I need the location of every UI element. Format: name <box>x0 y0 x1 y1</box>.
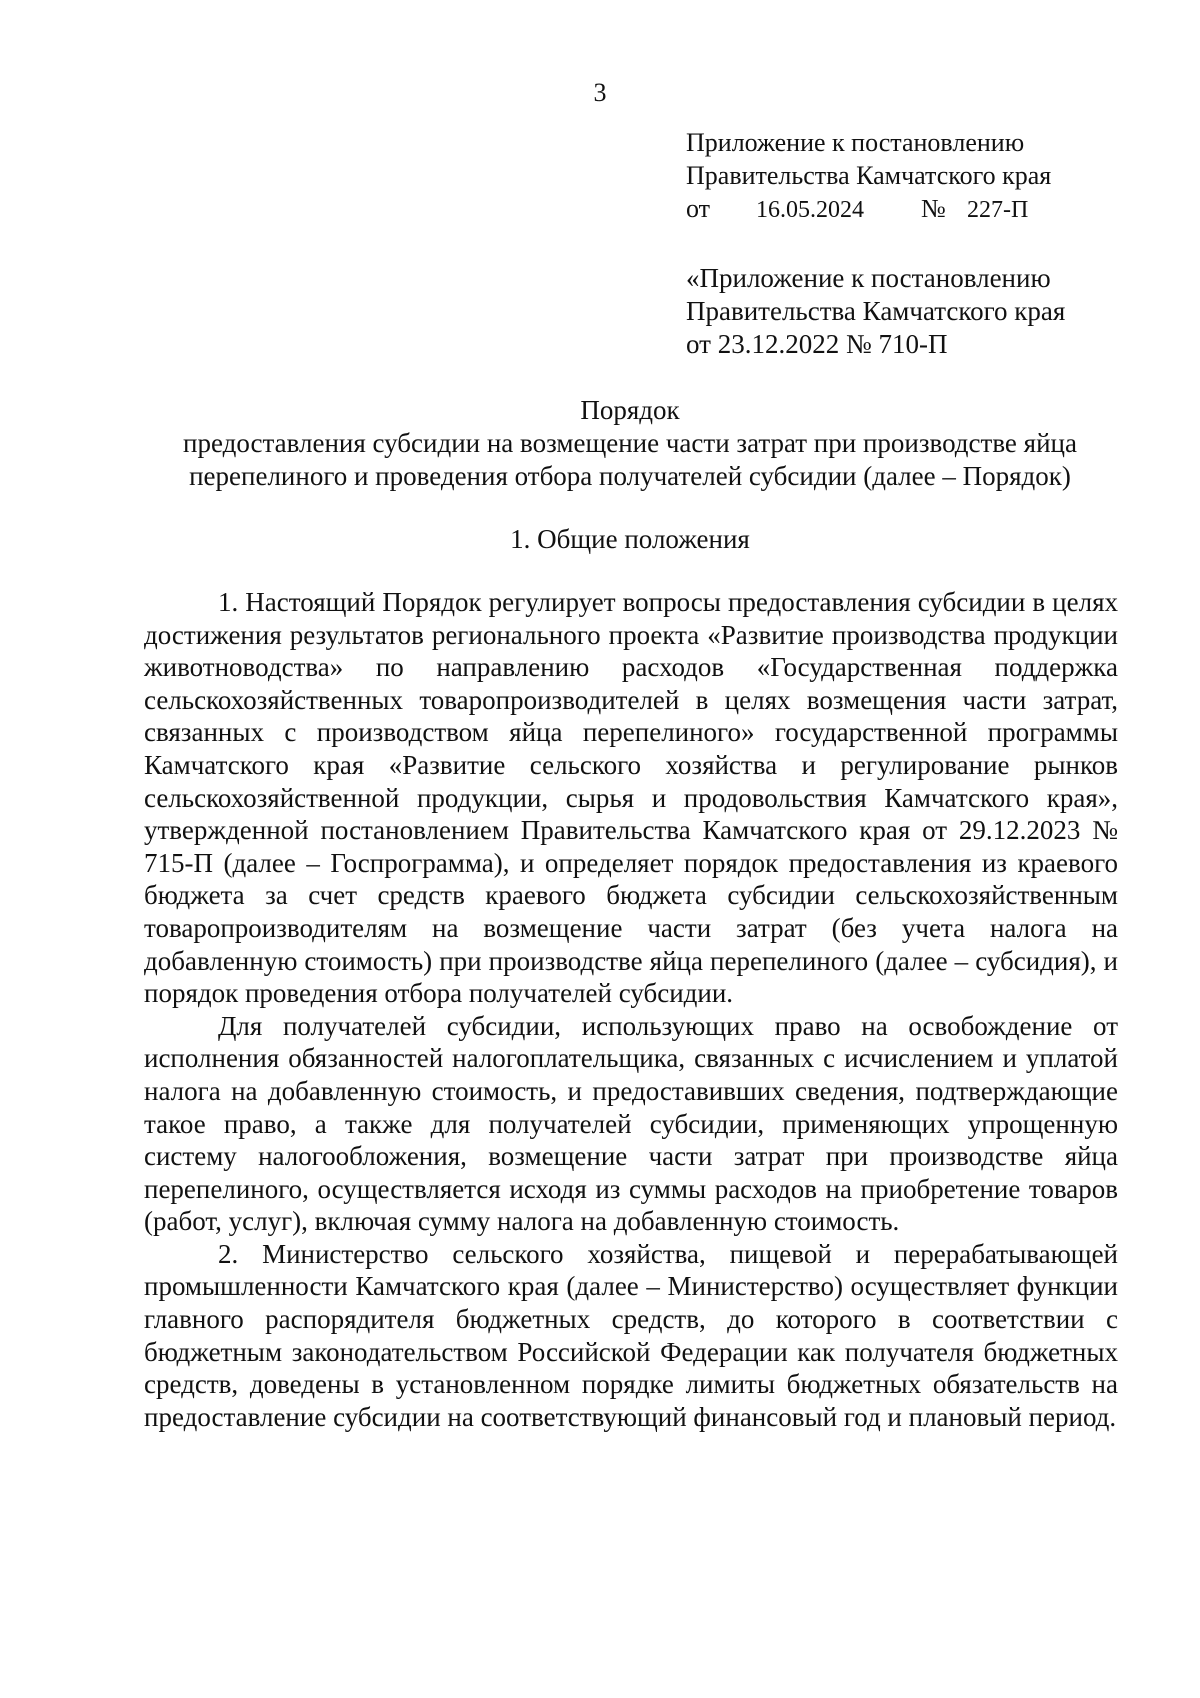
paragraph: 2. Министерство сельского хозяйства, пищевой и перерабатывающей промышленности Камчатского края (далее – Министерство) осуществляет функции главного распорядителя бюджетных средств, до которого в соответствии с бюджетным законодательством Российской Федерации как получателя бюджетных средств, доведены в установленном порядке лимиты бюджетных обязательств на предоставление субсидии на соответствующий финансовый год и плановый период. <box>144 1238 1118 1432</box>
document-title <box>130 394 1130 493</box>
title-line: Порядок <box>580 395 680 425</box>
title-line: предоставления субсидии на возмещение части затрат при производстве яйца <box>183 428 1077 458</box>
body-text <box>144 586 1118 1433</box>
resolution-date: 16.05.2024 <box>756 197 864 223</box>
appendix-header-original <box>686 262 1065 361</box>
title-line: перепелиного и проведения отбора получателей субсидии (далее – Порядок) <box>189 461 1071 491</box>
appendix-line: Приложение к постановлению <box>686 128 1025 157</box>
appendix-date-line <box>686 192 1051 227</box>
section-heading: 1. Общие положения <box>510 524 750 554</box>
resolution-number: 227-П <box>967 197 1029 223</box>
number-sign: № <box>921 194 946 223</box>
appendix-header-current <box>686 126 1051 227</box>
from-label: от <box>686 194 711 223</box>
appendix-line: Правительства Камчатского края <box>686 296 1066 326</box>
page-number: 3 <box>593 78 607 107</box>
paragraph: 1. Настоящий Порядок регулирует вопросы предоставления субсидии в целях достижения результатов регионального проекта «Развитие производства продукции животноводства» по направлению расходов «Государственная поддержка сельскохозяйственных товаропроизводителей в целях возмещения части затрат, связанных с производством яйца перепелиного» государственной программы Камчатского края «Развитие сельского хозяйства и регулирование рынков сельскохозяйственной продукции, сырья и продовольствия Камчатского края», утвержденной постановлением Правительства Камчатского края от 29.12.2023 № 715-П (далее – Госпрограмма), и определяет порядок предоставления из краевого бюджета за счет средств краевого бюджета субсидии сельскохозяйственным товаропроизводителям на возмещение части затрат (без учета налога на добавленную стоимость) при производстве яйца перепелиного (далее – субсидия), и порядок проведения отбора получателей субсидии. <box>144 587 1118 1009</box>
appendix-line: Правительства Камчатского края <box>686 161 1052 190</box>
paragraph: Для получателей субсидии, использующих право на освобождение от исполнения обязанностей налогоплательщика, связанных с исчислением и уплатой налога на добавленную стоимость, и предоставивших сведения, подтверждающие такое право, а также для получателей субсидии, применяющих упрощенную систему налогообложения, возмещение части затрат при производстве яйца перепелиного, осуществляется исходя из суммы расходов на приобретение товаров (работ, услуг), включая сумму налога на добавленную стоимость. <box>144 1010 1118 1237</box>
appendix-line: от 23.12.2022 № 710-П <box>686 329 948 359</box>
appendix-line: «Приложение к постановлению <box>686 263 1051 293</box>
